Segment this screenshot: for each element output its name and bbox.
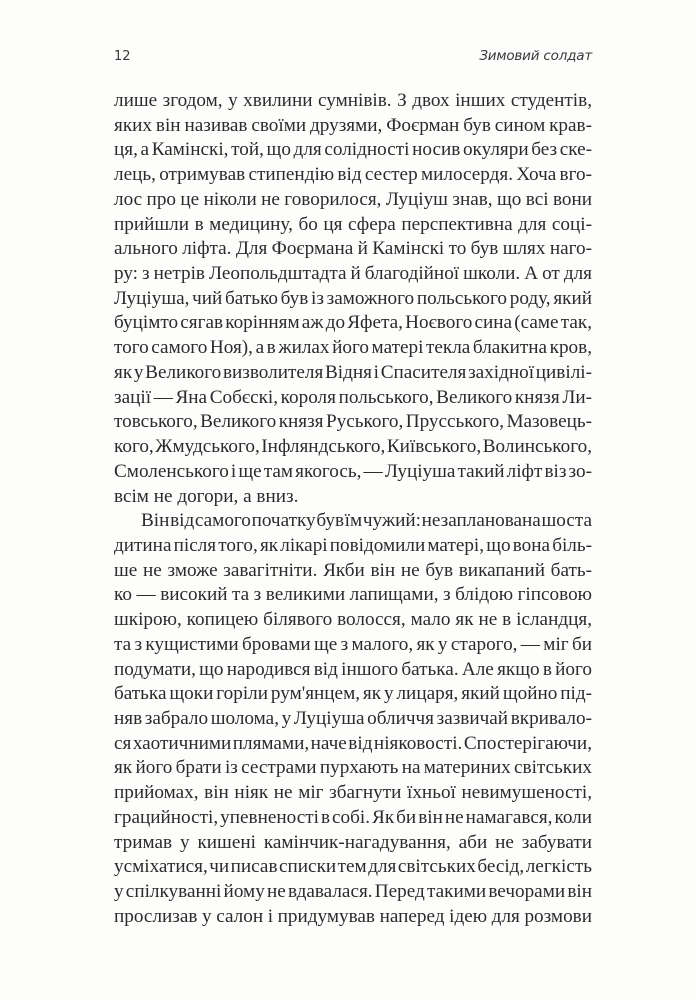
text-line: зації — Яна Собєскі, короля польського, Великого князя Ли- xyxy=(114,386,592,408)
text-line: ру: з нетрів Леопольдштадта й благодійної школи. А от для xyxy=(114,263,592,285)
text-line: грацийності, упевненості в собі. Як би він не намагався, коли xyxy=(114,806,592,828)
text-line: яких він називав своїми друзями, Фоєрман був сином крав- xyxy=(114,114,592,136)
text-line: батька щоки горіли рум'янцем, як у лицаря, який щойно під- xyxy=(114,683,592,705)
text-line: кого, Жмудського, Інфляндського, Київського, Волинського, xyxy=(114,436,592,458)
text-line: няв забрало шолома, у Луціуша обличчя зазвичай вкривало- xyxy=(114,707,592,729)
text-line: ця, а Камінскі, той, що для солідності носив окуляри без ске- xyxy=(114,139,592,161)
text-line: ко — високий та з великими лапищами, з блідою гіпсовою xyxy=(114,584,592,606)
text-line: лець, отримував стипендію від сестер милосердя. Хоча вго- xyxy=(114,164,592,186)
text-line: усміхатися, чи писав списки тем для світських бесід, легкість xyxy=(114,856,592,878)
text-line: Він від самого початку був їм чужий: незапланована шоста xyxy=(141,510,592,532)
text-line: прийшли в медицину, бо ця сфера перспективна для соці- xyxy=(114,213,592,235)
text-line: Луціуша, чий батько був із заможного польського роду, який xyxy=(114,287,592,309)
text-line: як у Великого визволителя Відня і Спасителя західної цивілі- xyxy=(114,361,592,383)
paragraph-1 xyxy=(114,89,592,509)
text-line: та з кущистими бровами ще з малого, як у старого, — міг би xyxy=(114,633,592,655)
text-line: ального ліфта. Для Фоєрмана й Камінскі то був шлях наго- xyxy=(114,238,592,260)
text-line: товського, Великого князя Руського, Прусського, Мазовець- xyxy=(114,411,592,433)
text-line: лише згодом, у хвилини сумнівів. З двох інших студентів, xyxy=(114,90,592,111)
running-head xyxy=(114,47,592,69)
text-line: ся хаотичними плямами, наче від ніяковості. Спостерігаючи, xyxy=(114,732,592,754)
page-number: 12 xyxy=(114,49,131,64)
body-text xyxy=(114,89,592,929)
text-line: як його брати із сестрами пурхають на материних світських xyxy=(114,757,592,779)
text-line: лос про це ніколи не говорилося, Луціуш знав, що всі вони xyxy=(114,188,592,210)
text-line: тримав у кишені камінчик-нагадування, аби не забувати xyxy=(114,831,592,853)
text-line: у спілкуванні йому не вдавалася. Перед такими вечорами він xyxy=(114,881,592,902)
text-line: прослизав у салон і придумував наперед ідею для розмови xyxy=(114,905,592,927)
text-line: того самого Ноя), а в жилах його матері текла блакитна кров, xyxy=(114,337,592,359)
book-title: Зимовий солдат xyxy=(479,48,592,64)
text-line: буцімто сягав корінням аж до Яфета, Ноєвого сина (саме так, xyxy=(114,312,592,334)
text-line: дитина після того, як лікарі повідомили матері, що вона біль- xyxy=(114,534,592,556)
text-line: прийомах, він ніяк не міг збагнути їхньої невимушеності, xyxy=(114,782,592,804)
text-line: шкірою, копицею білявого волосся, мало як не в ісландця, xyxy=(114,609,592,631)
paragraph-2 xyxy=(114,509,592,929)
text-line: подумати, що народився від іншого батька. Але якщо в його xyxy=(114,658,592,680)
text-line: Смоленського і ще там якогось, — Луціуша такий ліфт віз зо- xyxy=(114,460,592,482)
text-line: ше не зможе завагітніти. Якби він не був викапаний бать- xyxy=(114,559,592,581)
text-line: всім не догори, а вниз. xyxy=(114,485,299,507)
